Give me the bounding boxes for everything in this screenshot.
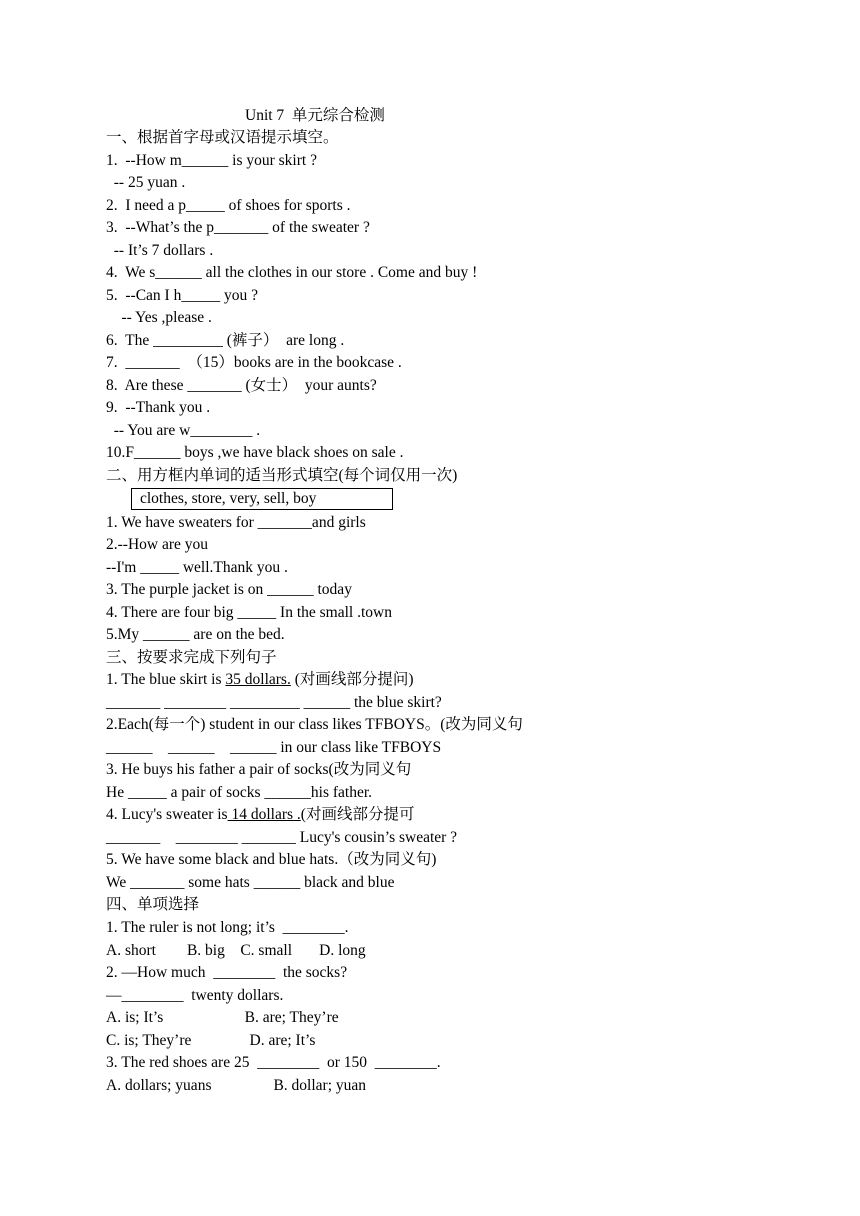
- underlined-answer: 35 dollars.: [225, 671, 291, 688]
- question-text: 4. Lucy's sweater is: [106, 806, 228, 823]
- options-line: C. is; They’re D. are; It’s: [106, 1032, 316, 1049]
- question-line: 2.Each(每一个) student in our class likes TFBOYS。(改为同义句: [106, 716, 523, 733]
- question-line: [106, 670, 414, 692]
- question-line: 5. We have some black and blue hats.（改为同义句): [106, 851, 437, 868]
- question-line: 1. --How m______ is your skirt ?: [106, 152, 317, 169]
- question-line: 8. Are these _______ (女士） your aunts?: [106, 377, 377, 394]
- question-line: -- It’s 7 dollars .: [106, 242, 214, 259]
- question-line: 3. The red shoes are 25 ________ or 150 ________.: [106, 1054, 441, 1071]
- options-line: A. dollars; yuans B. dollar; yuan: [106, 1077, 367, 1094]
- question-line: -- Yes ,please .: [106, 309, 212, 326]
- question-line: 3. He buys his father a pair of socks(改为同义句: [106, 761, 412, 778]
- section-heading-4: 四、单项选择: [106, 896, 200, 913]
- answer-line: _______ ________ _________ ______ the blue skirt?: [106, 694, 442, 711]
- question-line: [106, 805, 414, 827]
- question-instruction: (对画线部分提可: [300, 806, 415, 823]
- question-line: --I'm _____ well.Thank you .: [106, 559, 288, 576]
- question-line: 3. --What’s the p_______ of the sweater ?: [106, 219, 370, 236]
- question-line: —________ twenty dollars.: [106, 987, 284, 1004]
- page-title: Unit 7 单元综合检测: [245, 107, 385, 124]
- question-line: 5. --Can I h_____ you ?: [106, 287, 258, 304]
- question-line: 2. I need a p_____ of shoes for sports .: [106, 197, 351, 214]
- word-box: clothes, store, very, sell, boy: [131, 488, 393, 510]
- section-heading-1: 一、根据首字母或汉语提示填空。: [106, 129, 339, 146]
- question-line: -- 25 yuan .: [106, 174, 186, 191]
- question-instruction: (对画线部分提问): [290, 671, 414, 688]
- question-line: 2.--How are you: [106, 536, 209, 553]
- question-line: 10.F______ boys ,we have black shoes on sale .: [106, 444, 404, 461]
- question-line: 2. —How much ________ the socks?: [106, 964, 348, 981]
- question-line: 4. We s______ all the clothes in our store . Come and buy !: [106, 264, 478, 281]
- section-heading-2: 二、用方框内单词的适当形式填空(每个词仅用一次): [106, 467, 458, 484]
- answer-line: He _____ a pair of socks ______his father.: [106, 784, 373, 801]
- underlined-answer: 14 dollars .: [227, 806, 301, 823]
- options-line: A. short B. big C. small D. long: [106, 942, 366, 959]
- options-line: A. is; It’s B. are; They’re: [106, 1009, 339, 1026]
- question-line: 1. The ruler is not long; it’s ________.: [106, 919, 349, 936]
- answer-line: ______ ______ ______ in our class like TFBOYS: [106, 739, 442, 756]
- question-line: 3. The purple jacket is on ______ today: [106, 581, 352, 598]
- question-line: 9. --Thank you .: [106, 399, 211, 416]
- question-line: -- You are w________ .: [106, 422, 261, 439]
- question-text: 1. The blue skirt is: [106, 671, 226, 688]
- question-line: 5.My ______ are on the bed.: [106, 626, 285, 643]
- question-line: 4. There are four big _____ In the small .town: [106, 604, 392, 621]
- question-line: 7. _______ （15）books are in the bookcase .: [106, 354, 402, 371]
- question-line: 6. The _________ (裤子） are long .: [106, 332, 345, 349]
- answer-line: We _______ some hats ______ black and blue: [106, 874, 395, 891]
- question-line: 1. We have sweaters for _______and girls: [106, 514, 366, 531]
- section-heading-3: 三、按要求完成下列句子: [106, 649, 277, 666]
- answer-line: _______ ________ _______ Lucy's cousin’s sweater ?: [106, 829, 458, 846]
